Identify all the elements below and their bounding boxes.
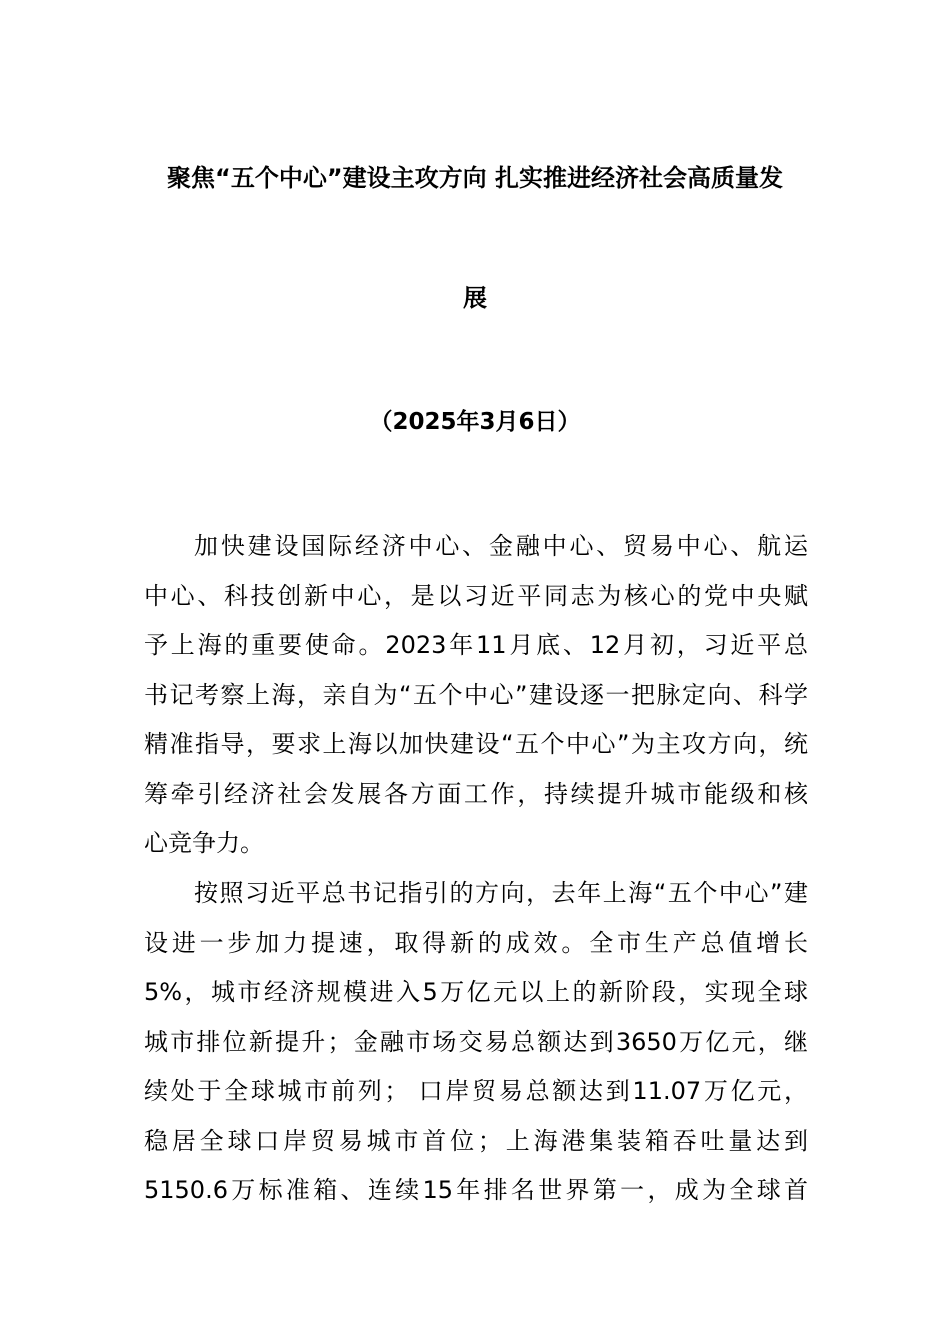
paragraph-line: 5150.6万标准箱、连续15年排名世界第一，成为全球首 [144,1176,808,1204]
document-title-line-1: 聚焦“五个中心”建设主攻方向 扎实推进经济社会高质量发 [167,164,783,192]
document-date: （2025年3月6日） [369,409,581,435]
paragraph-line: 5%，城市经济规模进入5万亿元以上的新阶段，实现全球 [144,978,808,1006]
paragraph-line: 书记考察上海，亲自为“五个中心”建设逐一把脉定向、科学 [144,680,808,709]
paragraph-line: 城市排位新提升；金融市场交易总额达到3650万亿元，继 [144,1027,808,1056]
paragraph-line: 按照习近平总书记指引的方向，去年上海“五个中心”建 [194,879,808,907]
paragraph-line: 续处于全球城市前列； 口岸贸易总额达到11.07万亿元， [144,1077,808,1105]
paragraph-line: 予上海的重要使命。2023年11月底、12月初，习近平总 [144,631,808,659]
paragraph-line: 精准指导，要求上海以加快建设“五个中心”为主攻方向，统 [144,730,808,758]
paragraph-line: 稳居全球口岸贸易城市首位；上海港集装箱吞吐量达到 [144,1126,808,1155]
paragraph-line: 心竞争力。 [144,829,264,857]
paragraph-line: 筹牵引经济社会发展各方面工作，持续提升城市能级和核 [144,779,808,808]
paragraph-2 [144,869,808,1216]
paragraph-line: 加快建设国际经济中心、金融中心、贸易中心、航运 [194,532,808,560]
paragraph-1 [144,522,808,869]
paragraph-line: 中心、科技创新中心，是以习近平同志为核心的党中央赋 [144,581,808,610]
document-title-line-2: 展 [463,284,487,312]
paragraph-line: 设进一步加力提速，取得新的成效。全市生产总值增长 [144,928,808,957]
